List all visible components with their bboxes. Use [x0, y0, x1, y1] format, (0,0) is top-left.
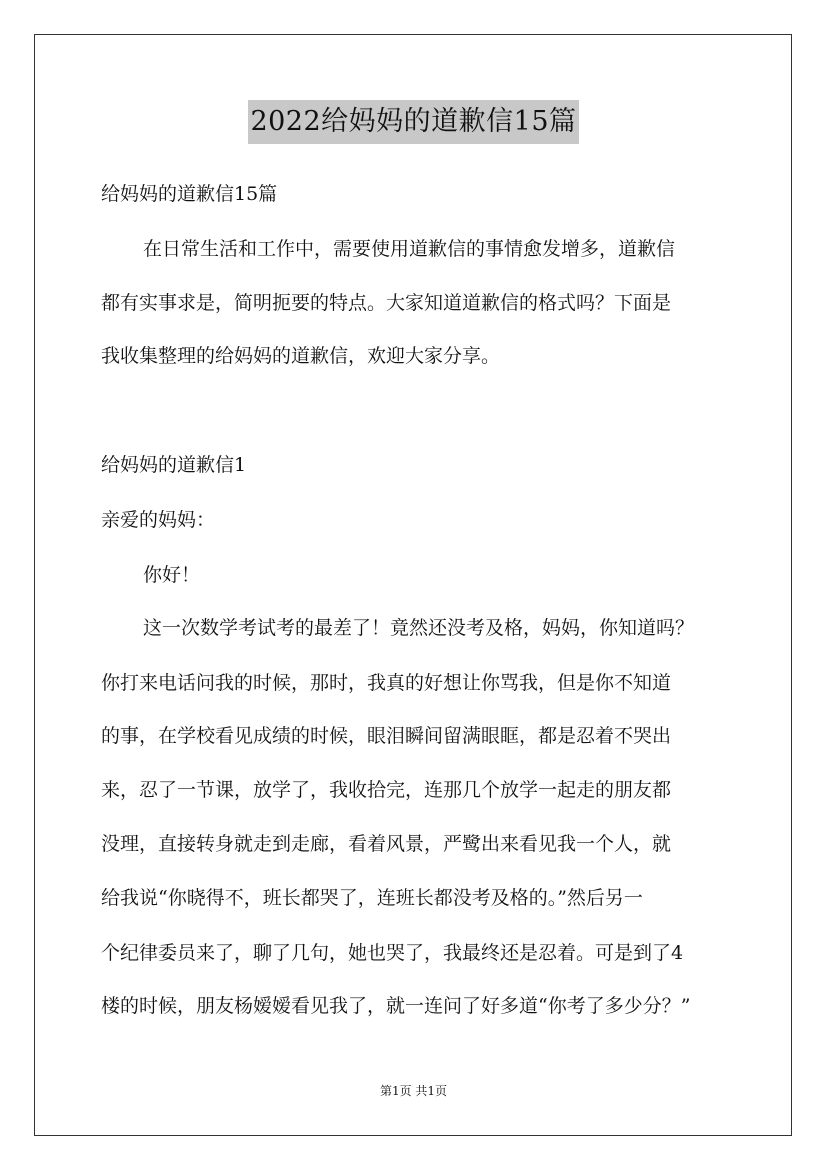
letter-salutation: 亲爱的妈妈： [101, 509, 216, 531]
document-subtitle: 给妈妈的道歉信15篇 [101, 183, 278, 205]
body-line-6: 给我说“你晓得不，班长都哭了，连班长都没考及格的。”然后另一 [101, 887, 643, 909]
body-line-1: 这一次数学考试考的最差了！竟然还没考及格，妈妈，你知道吗？ [143, 617, 695, 639]
body-line-4: 来，忍了一节课，放学了，我收拾完，连那几个放学一起走的朋友都 [101, 779, 672, 801]
body-line-5: 没理，直接转身就走到走廊，看着风景，严鹭出来看见我一个人，就 [101, 833, 672, 855]
letter-heading: 给妈妈的道歉信1 [101, 454, 247, 476]
intro-line-2: 都有实事求是，简明扼要的特点。大家知道道歉信的格式吗？下面是 [101, 292, 672, 314]
body-line-8: 楼的时候，朋友杨嫒嫒看见我了，就一连问了好多道“你考了多少分？” [101, 995, 691, 1017]
letter-greeting: 你好！ [143, 564, 201, 586]
intro-line-3: 我收集整理的给妈妈的道歉信，欢迎大家分享。 [101, 345, 501, 367]
document-title-text: 2022给妈妈的道歉信15篇 [248, 100, 578, 144]
document-title [0, 100, 827, 144]
body-line-7: 个纪律委员来了，聊了几句，她也哭了，我最终还是忍着。可是到了4 [101, 942, 684, 964]
intro-line-1: 在日常生活和工作中，需要使用道歉信的事情愈发增多，道歉信 [143, 238, 676, 260]
page-footer: 第1页 共1页 [379, 1084, 448, 1098]
body-line-2: 你打来电话问我的时候，那时，我真的好想让你骂我，但是你不知道 [101, 672, 672, 694]
body-line-3: 的事，在学校看见成绩的时候，眼泪瞬间留满眼眶，都是忍着不哭出 [101, 725, 672, 747]
